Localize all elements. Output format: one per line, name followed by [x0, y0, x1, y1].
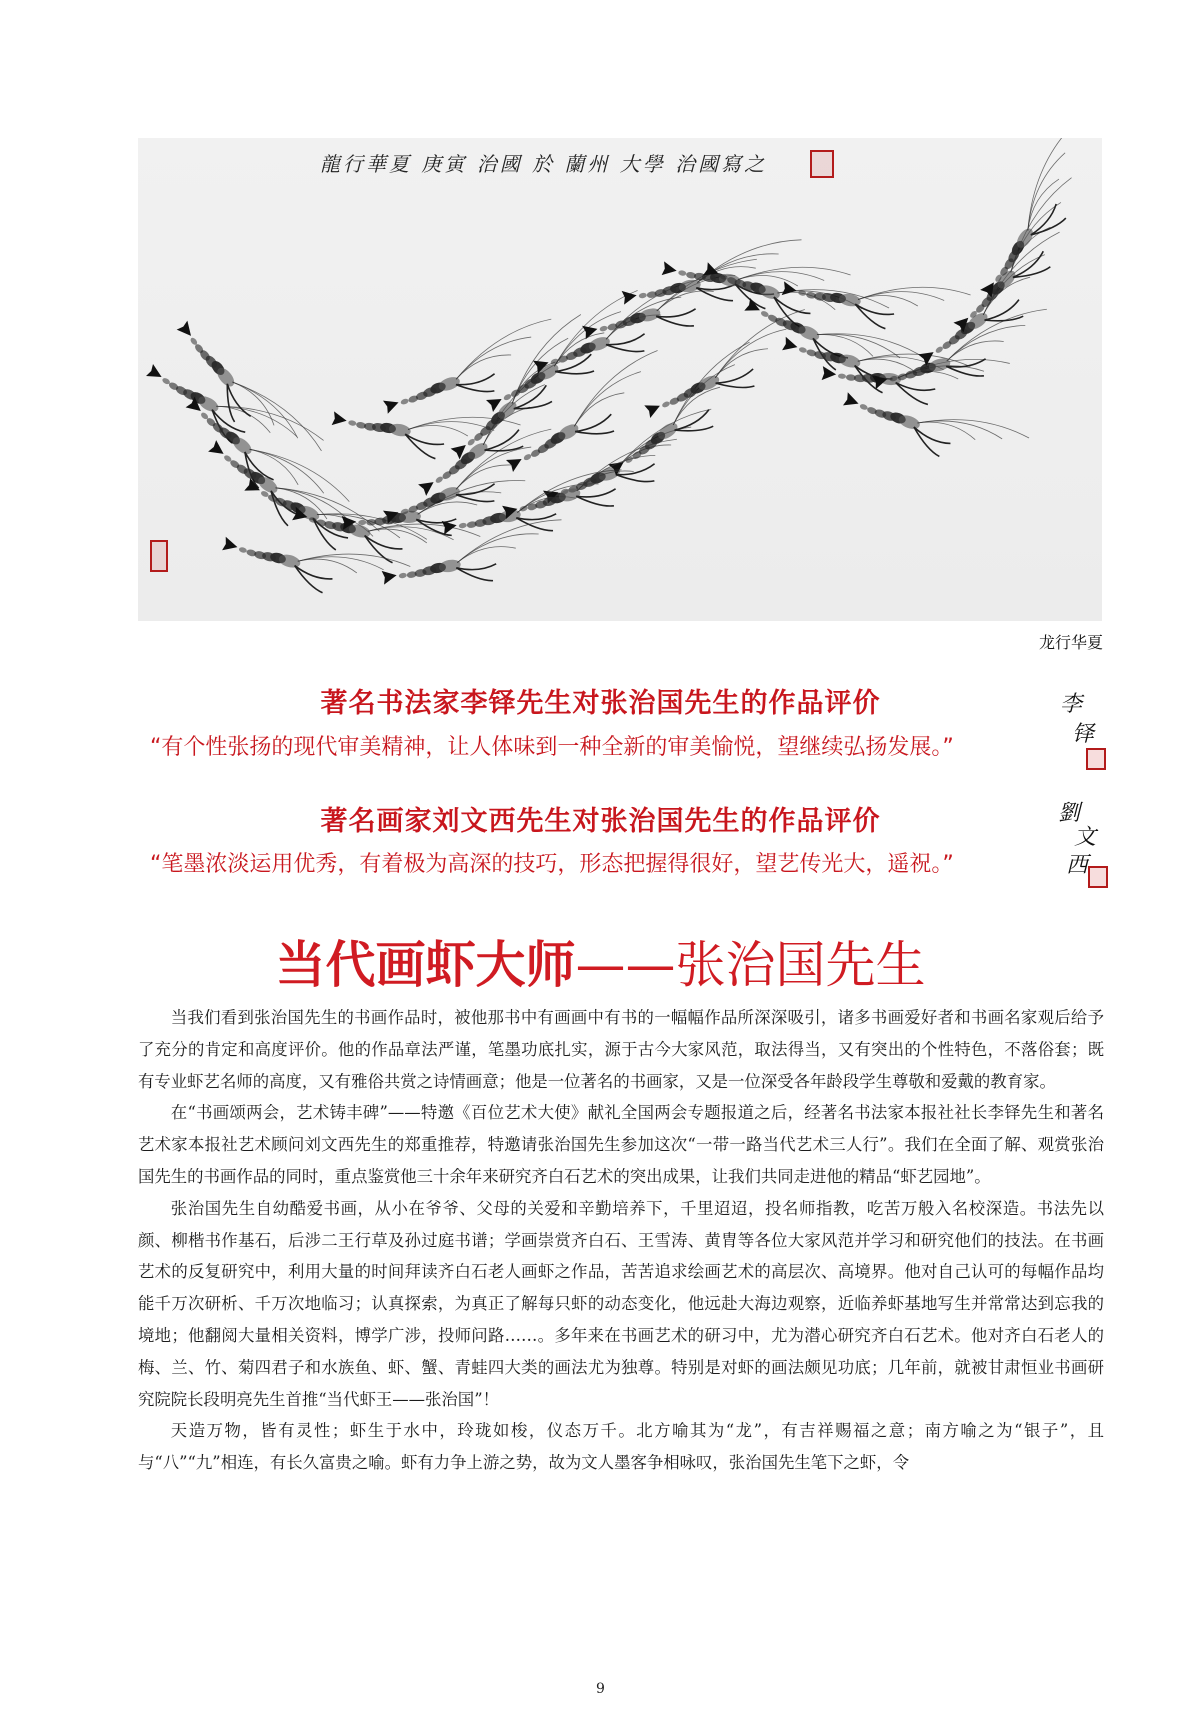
- shrimp-mark: [218, 517, 410, 613]
- review-quote-1: “有个性张扬的现代审美精神，让人体味到一种全新的审美愉悦，望继续弘扬发展。”: [150, 735, 954, 760]
- shrimp-mark: [536, 408, 728, 518]
- signature-seal-1: [1086, 748, 1106, 770]
- headline-name: 张治国先生: [675, 936, 926, 994]
- painting-inscription: 龍行華夏 庚寅 治國 於 蘭州 大學 治國寫之: [320, 152, 768, 176]
- article-headline: [0, 925, 1201, 997]
- page-number: 9: [596, 1681, 605, 1697]
- signature-char: 李: [1060, 692, 1083, 717]
- shrimp-painting: [138, 138, 1102, 621]
- shrimp-mark: [963, 138, 1102, 306]
- headline-dash: ——: [575, 936, 676, 994]
- body-paragraph: 天造万物，皆有灵性；虾生于水中，玲珑如梭，仪态万千。北方喻其为“龙”，有吉祥赐福之意；南方喻之为“银子”，且与“八”“九”相连，有长久富贵之喻。虾有力争上游之势，故为文人墨客争相咏叹，张治国先生笔下之虾，令: [138, 1421, 1104, 1473]
- shrimp-ink-illustration: [138, 138, 1102, 621]
- painting-caption: 龙行华夏: [1038, 633, 1103, 652]
- body-paragraph: 当我们看到张治国先生的书画作品时，被他那书中有画画中有书的一幅幅作品所深深吸引，诸多书画爱好者和书画名家观后给予了充分的肯定和高度评价。他的作品章法严谨，笔墨功底扎实，源于古今大家风范，取法得当，又有突出的个性特色，不落俗套；既有专业虾艺名师的高度，又有雅俗共赏之诗情画意；他是一位著名的书画家，又是一位深受各年龄段学生尊敬和爱戴的教育家。: [138, 1008, 1104, 1091]
- painting-seal-top: [810, 150, 834, 178]
- body-paragraph: 张治国先生自幼酷爱书画，从小在爷爷、父母的关爱和辛勤培养下，千里迢迢，投名师指教，吃苦万般入名校深造。书法先以颜、柳楷书作基石，后涉二王行草及孙过庭书谱；学画崇赏齐白石、王雪涛、黄胄等各位大家风范并学习和研究他们的技法。在书画艺术的反复研究中，利用大量的时间拜读齐白石老人画虾之作品，苦苦追求绘画艺术的高层次、高境界。他对自己认可的每幅作品均能千万次研析、千万次地临习；认真探索，为真正了解每只虾的动态变化，他远赴大海边观察，近临养虾基地写生并常常达到忘我的境地；他翻阅大量相关资料，博学广涉，投师问路……。多年来在书画艺术的研习中，尤为潜心研究齐白石艺术。他对齐白石老人的梅、兰、竹、菊四君子和水族鱼、虾、蟹、青蛙四大类的画法尤为独尊。特别是对虾的画法颇见功底；几年前，就被甘肃恒业书画研究院院长段明亮先生首推“当代虾王——张治国”！: [138, 1198, 1104, 1409]
- signature-char: 铎: [1072, 722, 1095, 747]
- signature-seal-2: [1088, 866, 1108, 888]
- signature-char: 西: [1066, 853, 1089, 878]
- shrimp-mark: [698, 243, 890, 353]
- painting-seal-left: [150, 540, 168, 572]
- signature-char: 劉: [1058, 801, 1081, 826]
- article-body: [138, 1002, 1104, 1479]
- signature-li-duo: [1060, 690, 1094, 750]
- review-title-2: 著名画家刘文西先生对张治国先生的作品评价: [320, 806, 881, 837]
- body-paragraph: 在“书画颂两会，艺术铸丰碑”——特邀《百位艺术大使》献礼全国两会专题报道之后，经著名书法家本报社社长李铎先生和著名艺术家本报社艺术顾问刘文西先生的郑重推荐，特邀请张治国先生参加这次“一带一路当代艺术三人行”。我们在全面了解、观赏张治国先生的书画作品的同时，重点鉴赏他三十余年来研究齐白石艺术的突出成果，让我们共同走进他的精品“虾艺园地”。: [138, 1103, 1104, 1186]
- review-title-1: 著名书法家李铎先生对张治国先生的作品评价: [320, 688, 881, 719]
- headline-title: 当代画虾大师: [275, 936, 576, 994]
- shrimp-mark: [596, 341, 777, 488]
- signature-char: 文: [1074, 825, 1097, 850]
- review-quote-2: “笔墨浓淡运用优秀，有着极为高深的技巧，形态把握得很好，望艺传光大，遥祝。”: [150, 852, 954, 877]
- shrimp-mark: [378, 518, 570, 599]
